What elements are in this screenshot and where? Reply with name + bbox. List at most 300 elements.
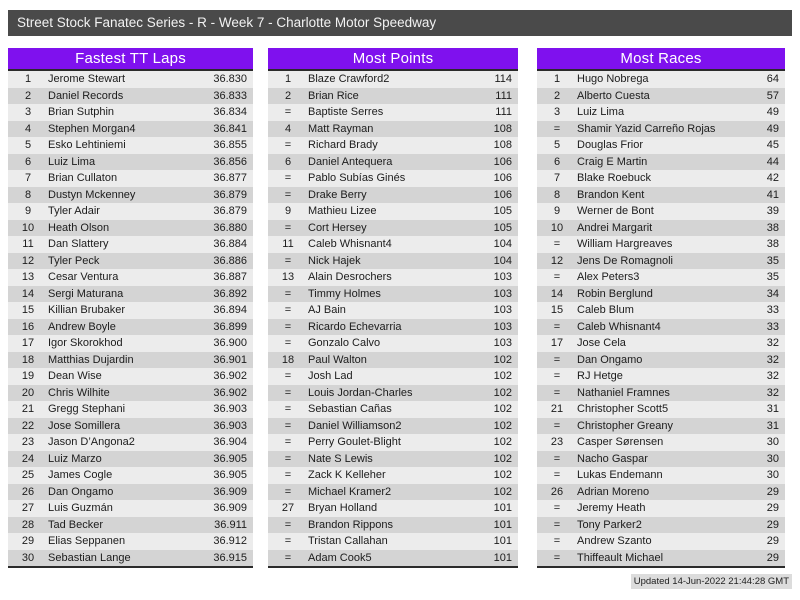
name-cell: Werner de Bont [577, 205, 654, 218]
table-row [268, 500, 518, 517]
name-cell: Brian Cullaton [48, 172, 118, 185]
table-row [268, 484, 518, 501]
rank-cell: 12 [550, 254, 564, 267]
table-row [537, 368, 785, 385]
value-cell: 36.894 [213, 304, 247, 317]
value-cell: 108 [493, 122, 512, 135]
rank-cell: 5 [24, 139, 32, 152]
rank-cell: = [284, 254, 292, 267]
name-cell: Dan Ongamo [48, 485, 114, 498]
table-row [8, 533, 253, 550]
table-row [537, 500, 785, 517]
table-row [537, 236, 785, 253]
name-cell: Chris Wilhite [48, 386, 110, 399]
value-cell: 38 [766, 221, 779, 234]
name-cell: Cesar Ventura [48, 271, 119, 284]
table-row [268, 517, 518, 534]
name-cell: Thiffeault Michael [577, 551, 664, 564]
table-row [268, 104, 518, 121]
rank-cell: 7 [553, 172, 561, 185]
value-cell: 36.841 [213, 122, 247, 135]
table-row [8, 220, 253, 237]
name-cell: Gonzalo Calvo [308, 337, 381, 350]
table-row [537, 104, 785, 121]
name-cell: Robin Berglund [577, 287, 653, 300]
name-cell: Daniel Antequera [308, 155, 393, 168]
value-cell: 36.880 [213, 221, 247, 234]
page-title: Street Stock Fanatec Series - R - Week 7 - Charlotte Motor Speedway [17, 15, 437, 30]
table-row [268, 269, 518, 286]
rank-cell: = [553, 469, 561, 482]
name-cell: Christopher Greany [577, 419, 673, 432]
value-cell: 34 [766, 287, 779, 300]
rank-cell: 14 [550, 287, 564, 300]
name-cell: Jose Cela [577, 337, 626, 350]
table-row [8, 71, 253, 88]
table-row [8, 286, 253, 303]
rank-cell: 8 [24, 188, 32, 201]
table-row [268, 434, 518, 451]
value-cell: 102 [493, 386, 512, 399]
name-cell: Tyler Adair [48, 205, 100, 218]
updated-timestamp: Updated 14-Jun-2022 21:44:28 GMT [631, 574, 792, 589]
value-cell: 36.903 [213, 403, 247, 416]
rank-cell: = [553, 353, 561, 366]
rank-cell: 14 [21, 287, 35, 300]
table-row [8, 434, 253, 451]
rank-cell: 15 [550, 304, 564, 317]
rank-cell: = [284, 419, 292, 432]
rank-cell: = [284, 304, 292, 317]
table-row [537, 352, 785, 369]
name-cell: Dustyn Mckenney [48, 188, 136, 201]
name-cell: Caleb Blum [577, 304, 634, 317]
rank-cell: 27 [281, 502, 295, 515]
name-cell: Dean Wise [48, 370, 102, 383]
rank-cell: = [284, 139, 292, 152]
board-title: Most Races [620, 50, 702, 67]
rank-cell: 28 [21, 518, 35, 531]
rank-cell: = [553, 271, 561, 284]
table-row [268, 88, 518, 105]
rank-cell: 16 [21, 320, 35, 333]
name-cell: Adrian Moreno [577, 485, 650, 498]
rank-cell: = [284, 172, 292, 185]
value-cell: 36.912 [213, 535, 247, 548]
value-cell: 29 [766, 518, 779, 531]
value-cell: 29 [766, 535, 779, 548]
table-row [8, 187, 253, 204]
name-cell: RJ Hetge [577, 370, 623, 383]
table-row [8, 302, 253, 319]
value-cell: 111 [495, 106, 512, 119]
rank-cell: = [284, 452, 292, 465]
value-cell: 101 [493, 502, 512, 515]
name-cell: Brian Rice [308, 89, 359, 102]
table-row [537, 88, 785, 105]
board-most-races [537, 48, 785, 568]
value-cell: 36.904 [213, 436, 247, 449]
name-cell: Dan Slattery [48, 238, 109, 251]
name-cell: Zack K Kelleher [308, 469, 386, 482]
name-cell: Bryan Holland [308, 502, 378, 515]
board-rows-most-races [537, 69, 785, 568]
value-cell: 36.909 [213, 485, 247, 498]
name-cell: Sebastian Lange [48, 551, 131, 564]
table-row [537, 517, 785, 534]
table-row [537, 401, 785, 418]
rank-cell: 10 [550, 221, 564, 234]
value-cell: 103 [493, 304, 512, 317]
value-cell: 33 [766, 304, 779, 317]
rank-cell: 18 [281, 353, 295, 366]
name-cell: Andrei Margarit [577, 221, 653, 234]
board-rows-fastest-tt-laps [8, 69, 253, 568]
value-cell: 102 [493, 436, 512, 449]
name-cell: Ricardo Echevarria [308, 320, 402, 333]
rank-cell: = [553, 320, 561, 333]
value-cell: 38 [766, 238, 779, 251]
name-cell: Christopher Scott5 [577, 403, 669, 416]
name-cell: Nathaniel Framnes [577, 386, 670, 399]
name-cell: Douglas Frior [577, 139, 644, 152]
tables-container [8, 48, 792, 568]
rank-cell: = [284, 221, 292, 234]
rank-cell: 2 [284, 89, 292, 102]
name-cell: Tyler Peck [48, 254, 100, 267]
value-cell: 32 [766, 353, 779, 366]
table-row [537, 302, 785, 319]
name-cell: Luiz Lima [48, 155, 96, 168]
rank-cell: = [284, 337, 292, 350]
name-cell: Paul Walton [308, 353, 367, 366]
value-cell: 35 [766, 271, 779, 284]
rank-cell: = [553, 122, 561, 135]
rank-cell: = [553, 386, 561, 399]
value-cell: 104 [493, 254, 512, 267]
value-cell: 36.886 [213, 254, 247, 267]
name-cell: Jason D’Angona2 [48, 436, 135, 449]
table-row [268, 533, 518, 550]
name-cell: Heath Olson [48, 221, 110, 234]
name-cell: Nate S Lewis [308, 452, 373, 465]
name-cell: Alberto Cuesta [577, 89, 650, 102]
table-row [8, 517, 253, 534]
name-cell: Esko Lehtiniemi [48, 139, 126, 152]
table-row [268, 220, 518, 237]
rank-cell: = [284, 403, 292, 416]
rank-cell: 24 [21, 452, 35, 465]
table-row [8, 418, 253, 435]
rank-cell: 23 [21, 436, 35, 449]
value-cell: 31 [766, 419, 779, 432]
rank-cell: 30 [21, 551, 35, 564]
table-row [8, 484, 253, 501]
value-cell: 36.903 [213, 419, 247, 432]
rank-cell: 27 [21, 502, 35, 515]
title-bar [8, 10, 792, 36]
name-cell: Cort Hersey [308, 221, 367, 234]
value-cell: 64 [766, 73, 779, 86]
name-cell: Jens De Romagnoli [577, 254, 673, 267]
name-cell: Nacho Gaspar [577, 452, 648, 465]
rank-cell: 6 [553, 155, 561, 168]
table-row [268, 121, 518, 138]
name-cell: Caleb Whisnant4 [577, 320, 661, 333]
board-header-most-races [537, 48, 785, 69]
value-cell: 36.830 [213, 73, 247, 86]
rank-cell: = [553, 551, 561, 564]
rank-cell: 8 [553, 188, 561, 201]
rank-cell: 18 [21, 353, 35, 366]
rank-cell: 21 [550, 403, 564, 416]
value-cell: 36.902 [213, 370, 247, 383]
table-row [537, 451, 785, 468]
rank-cell: 6 [24, 155, 32, 168]
value-cell: 108 [493, 139, 512, 152]
value-cell: 33 [766, 320, 779, 333]
name-cell: Sergi Maturana [48, 287, 124, 300]
name-cell: Stephen Morgan4 [48, 122, 136, 135]
name-cell: Killian Brubaker [48, 304, 126, 317]
table-row [537, 253, 785, 270]
rank-cell: = [284, 551, 292, 564]
rank-cell: 3 [24, 106, 32, 119]
name-cell: Jose Somillera [48, 419, 121, 432]
name-cell: Tony Parker2 [577, 518, 642, 531]
value-cell: 36.879 [213, 205, 247, 218]
rank-cell: = [553, 518, 561, 531]
value-cell: 103 [493, 287, 512, 300]
value-cell: 31 [766, 403, 779, 416]
value-cell: 36.884 [213, 238, 247, 251]
table-row [8, 467, 253, 484]
value-cell: 36.899 [213, 320, 247, 333]
table-row [268, 550, 518, 567]
value-cell: 36.856 [213, 155, 247, 168]
name-cell: AJ Bain [308, 304, 346, 317]
board-title: Fastest TT Laps [75, 50, 186, 67]
table-row [537, 286, 785, 303]
rank-cell: 3 [553, 106, 561, 119]
value-cell: 36.877 [213, 172, 247, 185]
board-most-points [268, 48, 518, 568]
name-cell: Sebastian Cañas [308, 403, 392, 416]
rank-cell: 9 [553, 205, 561, 218]
table-row [268, 170, 518, 187]
rank-cell: = [284, 370, 292, 383]
name-cell: Daniel Records [48, 89, 124, 102]
value-cell: 44 [766, 155, 779, 168]
name-cell: Josh Lad [308, 370, 353, 383]
name-cell: Timmy Holmes [308, 287, 381, 300]
value-cell: 102 [493, 370, 512, 383]
table-row [537, 385, 785, 402]
rank-cell: 17 [21, 337, 35, 350]
rank-cell: 6 [284, 155, 292, 168]
value-cell: 36.909 [213, 502, 247, 515]
value-cell: 36.834 [213, 106, 247, 119]
rank-cell: = [553, 370, 561, 383]
value-cell: 36.911 [214, 518, 247, 531]
table-row [8, 550, 253, 567]
rank-cell: 21 [21, 403, 35, 416]
table-row [537, 203, 785, 220]
rank-cell: = [553, 238, 561, 251]
rank-cell: 12 [21, 254, 35, 267]
value-cell: 111 [495, 89, 512, 102]
rank-cell: 1 [284, 73, 292, 86]
table-row [268, 236, 518, 253]
name-cell: Nick Hajek [308, 254, 361, 267]
table-row [8, 352, 253, 369]
table-row [8, 137, 253, 154]
value-cell: 36.901 [213, 353, 247, 366]
name-cell: William Hargreaves [577, 238, 673, 251]
table-row [537, 187, 785, 204]
rank-cell: 26 [550, 485, 564, 498]
table-row [8, 500, 253, 517]
name-cell: Shamir Yazid Carreño Rojas [577, 122, 716, 135]
value-cell: 105 [493, 205, 512, 218]
name-cell: Luiz Marzo [48, 452, 102, 465]
name-cell: James Cogle [48, 469, 113, 482]
table-row [8, 451, 253, 468]
value-cell: 30 [766, 436, 779, 449]
table-row [268, 286, 518, 303]
table-row [537, 170, 785, 187]
value-cell: 42 [766, 172, 779, 185]
table-row [268, 253, 518, 270]
value-cell: 30 [766, 452, 779, 465]
value-cell: 29 [766, 502, 779, 515]
value-cell: 32 [766, 337, 779, 350]
table-row [537, 121, 785, 138]
name-cell: Daniel Williamson2 [308, 419, 402, 432]
value-cell: 102 [493, 419, 512, 432]
name-cell: Tad Becker [48, 518, 104, 531]
rank-cell: 11 [282, 238, 294, 251]
value-cell: 49 [766, 106, 779, 119]
value-cell: 36.905 [213, 452, 247, 465]
table-row [537, 533, 785, 550]
table-row [8, 335, 253, 352]
value-cell: 36.833 [213, 89, 247, 102]
rank-cell: = [284, 485, 292, 498]
table-row [268, 302, 518, 319]
rank-cell: 4 [284, 122, 292, 135]
name-cell: Tristan Callahan [308, 535, 388, 548]
rank-cell: = [284, 188, 292, 201]
name-cell: Blaze Crawford2 [308, 73, 390, 86]
rank-cell: = [284, 469, 292, 482]
table-row [268, 203, 518, 220]
rank-cell: 9 [24, 205, 32, 218]
rank-cell: 7 [24, 172, 32, 185]
table-row [537, 418, 785, 435]
name-cell: Andrew Boyle [48, 320, 116, 333]
rank-cell: 4 [24, 122, 32, 135]
rank-cell: 23 [550, 436, 564, 449]
value-cell: 103 [493, 337, 512, 350]
value-cell: 36.855 [213, 139, 247, 152]
name-cell: Andrew Szanto [577, 535, 652, 548]
value-cell: 101 [493, 518, 512, 531]
rank-cell: 25 [21, 469, 35, 482]
value-cell: 36.900 [213, 337, 247, 350]
rank-cell: 22 [21, 419, 35, 432]
value-cell: 101 [493, 551, 512, 564]
footer [631, 571, 792, 589]
rank-cell: = [284, 436, 292, 449]
value-cell: 57 [766, 89, 779, 102]
table-row [268, 418, 518, 435]
table-row [8, 203, 253, 220]
board-header-most-points [268, 48, 518, 69]
name-cell: Alain Desrochers [308, 271, 392, 284]
value-cell: 106 [493, 188, 512, 201]
rank-cell: 9 [284, 205, 292, 218]
table-row [8, 170, 253, 187]
value-cell: 36.887 [213, 271, 247, 284]
table-row [268, 137, 518, 154]
table-row [537, 154, 785, 171]
value-cell: 32 [766, 370, 779, 383]
table-row [8, 121, 253, 138]
value-cell: 114 [494, 73, 512, 86]
name-cell: Perry Goulet-Blight [308, 436, 401, 449]
name-cell: Igor Skorokhod [48, 337, 123, 350]
rank-cell: = [284, 320, 292, 333]
value-cell: 36.915 [213, 551, 247, 564]
rank-cell: = [284, 535, 292, 548]
table-row [8, 154, 253, 171]
table-row [268, 385, 518, 402]
rank-cell: 19 [21, 370, 35, 383]
value-cell: 32 [766, 386, 779, 399]
table-row [268, 319, 518, 336]
value-cell: 35 [766, 254, 779, 267]
table-row [268, 401, 518, 418]
name-cell: Jeremy Heath [577, 502, 646, 515]
name-cell: Brandon Kent [577, 188, 645, 201]
rank-cell: 1 [24, 73, 32, 86]
rank-cell: 29 [21, 535, 35, 548]
rank-cell: 15 [21, 304, 35, 317]
name-cell: Matthias Dujardin [48, 353, 134, 366]
table-row [8, 401, 253, 418]
table-row [537, 335, 785, 352]
value-cell: 49 [766, 122, 779, 135]
table-row [268, 71, 518, 88]
value-cell: 29 [766, 551, 779, 564]
table-row [268, 451, 518, 468]
value-cell: 102 [493, 403, 512, 416]
name-cell: Luis Guzmán [48, 502, 113, 515]
table-row [537, 467, 785, 484]
value-cell: 45 [766, 139, 779, 152]
value-cell: 102 [493, 353, 512, 366]
name-cell: Richard Brady [308, 139, 378, 152]
table-row [268, 154, 518, 171]
table-row [268, 187, 518, 204]
table-row [8, 104, 253, 121]
value-cell: 102 [493, 469, 512, 482]
table-row [537, 484, 785, 501]
table-row [537, 434, 785, 451]
name-cell: Louis Jordan-Charles [308, 386, 413, 399]
table-row [8, 368, 253, 385]
